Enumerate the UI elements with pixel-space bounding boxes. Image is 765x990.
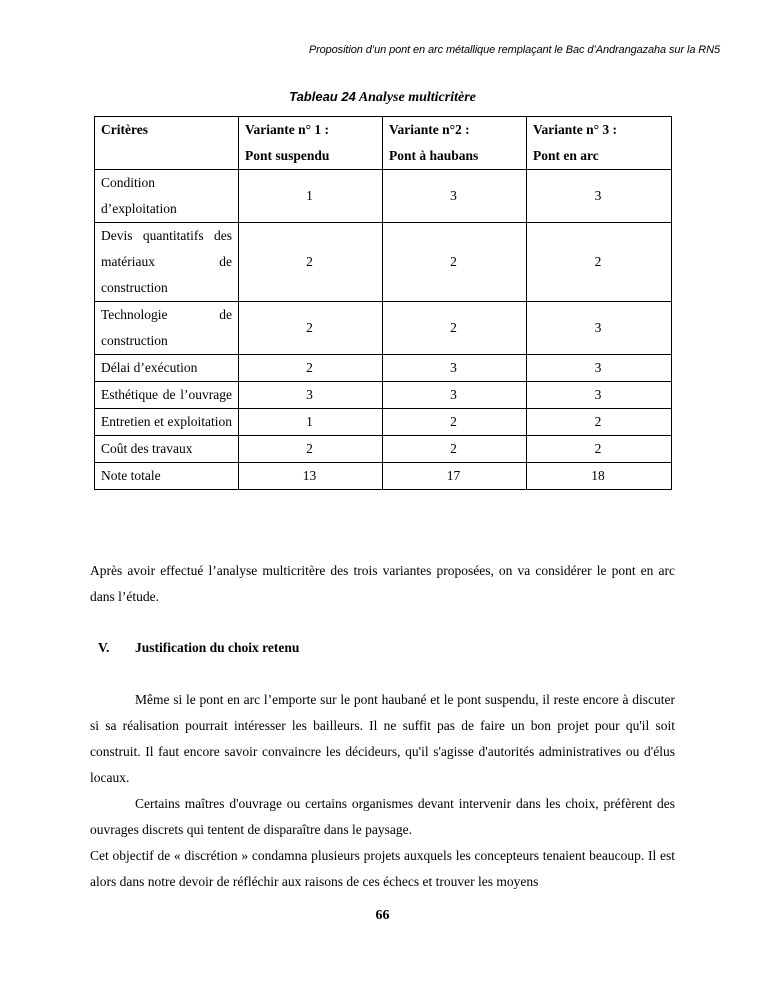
header-line2: Pont à haubans (389, 148, 479, 163)
table-row (95, 302, 672, 355)
total-cell: 13 (239, 463, 383, 490)
table-header-row (95, 117, 672, 170)
criterion-cell: Technologie de construction (95, 302, 239, 355)
section-heading (98, 635, 299, 661)
header-cell-criteria (95, 117, 239, 170)
table-row (95, 436, 672, 463)
body-paragraph: Même si le pont en arc l’emporte sur le pont haubané et le pont suspendu, il reste encore à discuter si sa réalisation pourrait intéresser les bailleurs. Il ne suffit pas de faire un bon projet pour qu'il soit construit. Il faut encore savoir convaincre les décideurs, qu'il s'agisse d'autorités administratives ou d'élus locaux. (90, 692, 675, 785)
multicriteria-table (94, 116, 672, 490)
table-row (95, 355, 672, 382)
table-caption-number: Tableau 24 (289, 89, 356, 104)
table-caption-title: Analyse multicritère (358, 90, 476, 105)
score-cell: 2 (383, 409, 527, 436)
body-paragraph: Certains maîtres d'ouvrage ou certains organismes devant intervenir dans les choix, préfèrent des ouvrages discrets qui tentent de disparaître dans le paysage. (90, 796, 675, 837)
running-header: Proposition d’un pont en arc métallique remplaçant le Bac d’Andrangazaha sur la RN5 (308, 44, 720, 56)
score-cell: 2 (527, 223, 672, 302)
page-number: 66 (375, 908, 390, 923)
score-cell: 2 (239, 223, 383, 302)
body-paragraph: Cet objectif de « discrétion » condamna plusieurs projets auxquels les concepteurs tenaient beaucoup. Il est alors dans notre devoir de réfléchir aux raisons de ces échecs et trouver les moyens (90, 848, 675, 889)
score-cell: 3 (383, 170, 527, 223)
table-row (95, 409, 672, 436)
criterion-cell: Délai d’exécution (95, 355, 239, 382)
table-row (95, 382, 672, 409)
header-line2: Pont suspendu (245, 148, 330, 163)
conclusion-paragraph: Après avoir effectué l’analyse multicritère des trois variantes proposées, on va considérer le pont en arc dans l’étude. (90, 563, 675, 604)
score-cell: 3 (239, 382, 383, 409)
criterion-cell: Note totale (95, 463, 239, 490)
score-cell: 3 (383, 355, 527, 382)
table-row (95, 170, 672, 223)
score-cell: 3 (527, 355, 672, 382)
header-line1: Critères (101, 122, 148, 137)
score-cell: 2 (239, 436, 383, 463)
score-cell: 1 (239, 409, 383, 436)
score-cell: 1 (239, 170, 383, 223)
score-cell: 3 (527, 302, 672, 355)
header-cell-variant-1 (239, 117, 383, 170)
score-cell: 2 (239, 302, 383, 355)
table-total-row (95, 463, 672, 490)
score-cell: 3 (383, 382, 527, 409)
criterion-cell: Esthétique de l’ouvrage (95, 382, 239, 409)
header-line1: Variante n° 3 : (533, 122, 618, 137)
score-cell: 2 (383, 302, 527, 355)
score-cell: 2 (383, 436, 527, 463)
section-number: V. (98, 640, 110, 655)
score-cell: 2 (527, 409, 672, 436)
score-cell: 2 (239, 355, 383, 382)
header-line2: Pont en arc (533, 148, 599, 163)
score-cell: 2 (383, 223, 527, 302)
criterion-cell: Coût des travaux (95, 436, 239, 463)
total-cell: 17 (383, 463, 527, 490)
table-caption (0, 89, 765, 106)
section-title: Justification du choix retenu (135, 640, 300, 655)
score-cell: 2 (527, 436, 672, 463)
header-cell-variant-3 (527, 117, 672, 170)
score-cell: 3 (527, 170, 672, 223)
criterion-cell: Condition d’exploitation (95, 170, 239, 223)
criterion-cell: Entretien et exploitation (95, 409, 239, 436)
score-cell: 3 (527, 382, 672, 409)
header-line1: Variante n° 1 : (245, 122, 330, 137)
header-line1: Variante n°2 : (389, 122, 470, 137)
table-row (95, 223, 672, 302)
criterion-cell: Devis quantitatifs des matériaux de construction (95, 223, 239, 302)
header-cell-variant-2 (383, 117, 527, 170)
total-cell: 18 (527, 463, 672, 490)
header-line2 (101, 143, 232, 169)
